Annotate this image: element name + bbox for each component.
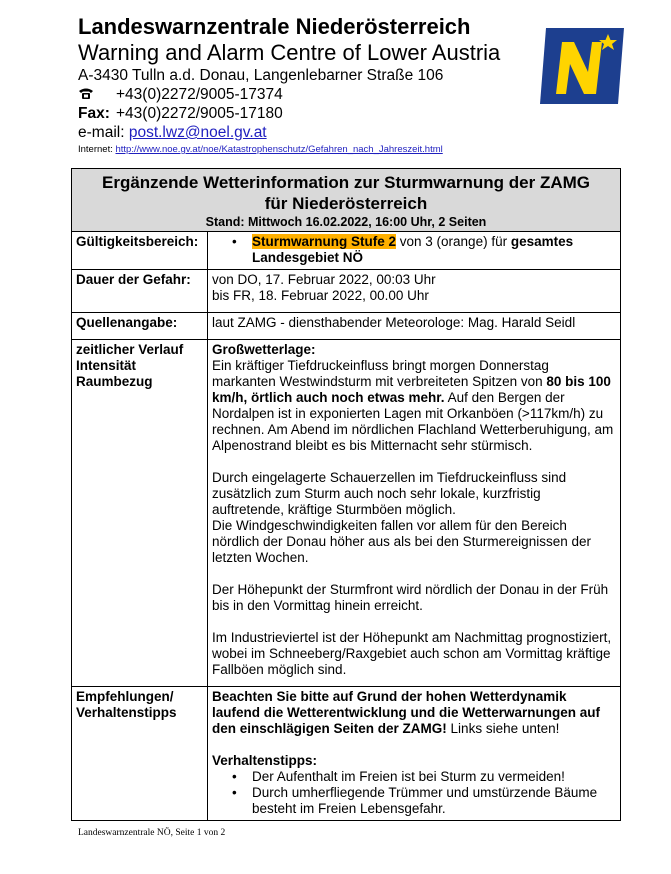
doc-title-line2: für Niederösterreich (264, 194, 428, 213)
grosswetterlage-heading: Großwetterlage: (212, 342, 316, 357)
fax-number: +43(0)2272/9005-17180 (116, 105, 283, 122)
row-verlauf (72, 340, 621, 687)
label-gueltigkeit: Gültigkeitsbereich: (72, 232, 208, 270)
phone-number: +43(0)2272/9005-17374 (116, 86, 283, 103)
fax-label: Fax: (78, 105, 110, 122)
label-raumbezug: Raumbezug (76, 374, 153, 389)
label-dauer: Dauer der Gefahr: (72, 270, 208, 313)
letterhead (78, 14, 548, 157)
label-empfehlungen-1: Empfehlungen/ (76, 689, 174, 704)
quelle-text: laut ZAMG - diensthabender Meteorologe: Mag. Harald Seidl (212, 315, 576, 330)
warning-level-highlight: Sturmwarnung Stufe 2 (252, 234, 397, 249)
internet-row (78, 143, 548, 157)
title-cell (72, 169, 621, 232)
empfehlungen-intro: Beachten Sie bitte auf Grund der hohen Wetterdynamik laufend die Wetterentwicklung und die Wetterwarnungen auf den einschlägigen Seiten der ZAMG! Links siehe unten! (212, 689, 601, 736)
internet-label: Internet: (78, 144, 113, 155)
list-item: • Der Aufenthalt im Freien ist bei Sturm zu vermeiden! (232, 769, 616, 785)
row-quelle (72, 313, 621, 340)
noe-logo (540, 28, 624, 104)
list-item (232, 234, 616, 266)
doc-title-line1: Ergänzende Wetterinformation zur Sturmwarnung der ZAMG (102, 173, 590, 192)
email-link[interactable]: post.lwz@noel.gv.at (128, 124, 267, 141)
warning-table (71, 168, 621, 821)
email-row (78, 123, 548, 142)
value-empfehlungen (208, 687, 621, 821)
value-gueltigkeit (208, 232, 621, 270)
row-empfehlungen (72, 687, 621, 821)
phone-row (78, 85, 548, 104)
telephone-icon (78, 85, 116, 104)
org-name-english: Warning and Alarm Centre of Lower Austria (78, 40, 501, 65)
verlauf-paragraph-2: Durch eingelagerte Schauerzellen im Tiefdruckeinfluss sind zusätzlich zum Sturm auch noch sehr lokale, kurzfristig auftretende, kräftige Sturmböen möglich. (212, 470, 567, 517)
dauer-to: bis FR, 18. Februar 2022, 00.00 Uhr (212, 288, 429, 303)
org-name-german: Landeswarnzentrale Niederösterreich (78, 14, 471, 39)
verlauf-paragraph-1: Ein kräftiger Tiefdruckeinfluss bringt morgen Donnerstag markanten Westwindsturm mit verbreiteten Spitzen von 80 bis 100 km/h, örtlich auch noch etwas mehr. Auf den Bergen der Nordalpen ist in exponierten Lagen mit Orkanböen (>117km/h) zu rechnen. Am Abend im nördlichen Flachland Wetterberuhigung, am Alpenostrand bleibt es bis Mitternacht sehr stürmisch. (212, 358, 614, 453)
verlauf-paragraph-3: Die Windgeschwindigkeiten fallen vor allem für den Bereich nördlich der Donau höher aus als bei den Sturmereignissen der letzten Wochen. (212, 518, 591, 565)
fax-row (78, 104, 548, 123)
label-quelle: Quellenangabe: (72, 313, 208, 340)
value-quelle (208, 313, 621, 340)
list-item: • Durch umherfliegende Trümmer und umstürzende Bäume besteht im Freien Lebensgefahr. (232, 785, 616, 817)
label-intensitaet: Intensität (76, 358, 137, 373)
tips-list (212, 769, 616, 817)
label-verlauf (72, 340, 208, 687)
gueltigkeit-text: von 3 (orange) für (396, 234, 511, 249)
internet-link[interactable]: http://www.noe.gv.at/noe/Katastrophenschutz/Gefahren_nach_Jahreszeit.html (115, 144, 443, 155)
page-footer: Landeswarnzentrale NÖ, Seite 1 von 2 (78, 828, 226, 838)
label-empfehlungen-2: Verhaltenstipps (76, 705, 177, 720)
address: A-3430 Tulln a.d. Donau, Langenlebarner Straße 106 (78, 67, 444, 84)
doc-stand: Stand: Mittwoch 16.02.2022, 16:00 Uhr, 2 Seiten (205, 215, 487, 229)
gueltigkeit-area: gesamtes Landesgebiet NÖ (252, 234, 574, 265)
row-dauer (72, 270, 621, 313)
value-dauer (208, 270, 621, 313)
label-empfehlungen (72, 687, 208, 821)
value-verlauf (208, 340, 621, 687)
verlauf-paragraph-5: Im Industrieviertel ist der Höhepunkt am Nachmittag prognostiziert, wobei im Schneeberg/Raxgebiet auch schon am Vormittag kräftige Fallböen möglich sind. (212, 630, 612, 677)
dauer-from: von DO, 17. Februar 2022, 00:03 Uhr (212, 272, 436, 287)
tips-heading: Verhaltenstipps: (212, 753, 318, 768)
email-label: e-mail: (78, 124, 125, 141)
label-zeitlicher-verlauf: zeitlicher Verlauf (76, 342, 184, 357)
verlauf-paragraph-4: Der Höhepunkt der Sturmfront wird nördlich der Donau in der Früh bis in den Vormittag hinein erreicht. (212, 582, 609, 613)
row-gueltigkeit (72, 232, 621, 270)
wind-speed-bold: 80 bis 100 km/h, örtlich auch noch etwas mehr. (212, 374, 611, 405)
